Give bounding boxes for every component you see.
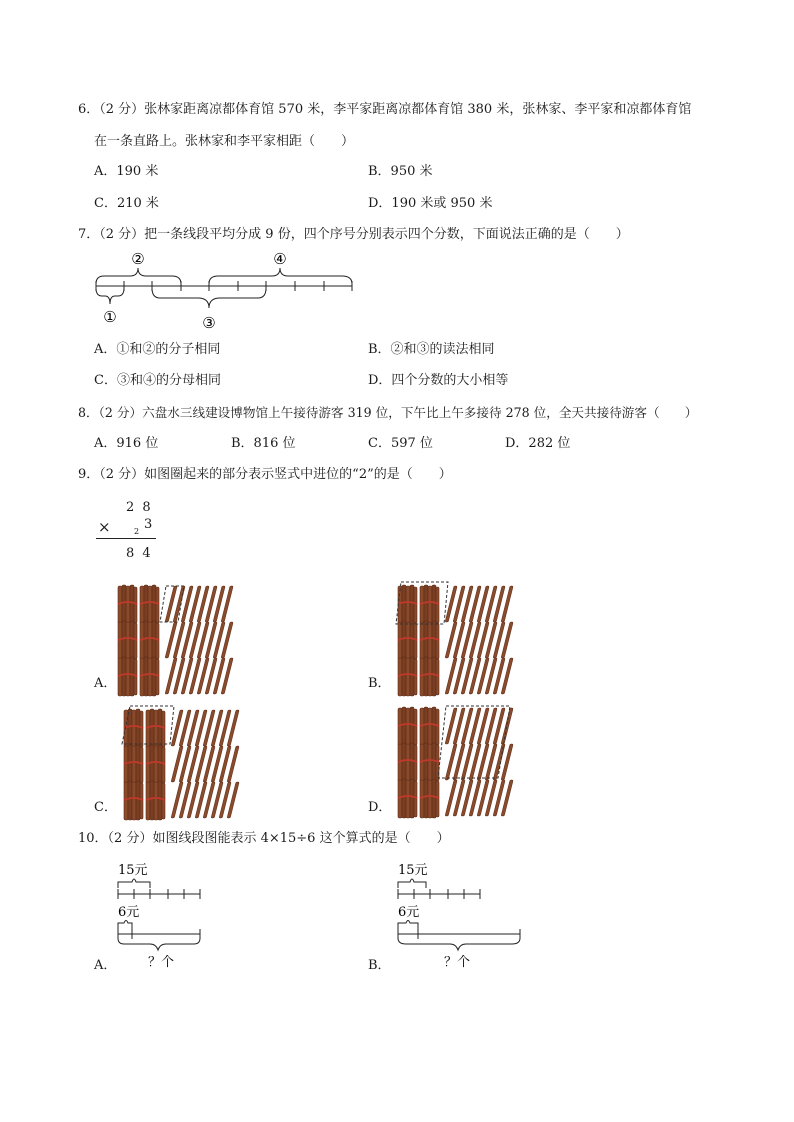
q7-option-a[interactable]: A．①和②的分子相同 xyxy=(94,342,221,357)
q9-stem: 9．（2 分）如图圈起来的部分表示竖式中进位的“2”的是（ ） xyxy=(78,467,452,482)
q9-option-c[interactable]: C． xyxy=(94,800,117,815)
q6-option-d[interactable]: D．190 米或 950 米 xyxy=(368,196,493,211)
q10-a-label-15: 15元 xyxy=(118,863,148,878)
q7-label-1: ① xyxy=(103,308,117,326)
q8-option-b[interactable]: B．816 位 xyxy=(231,436,296,451)
q10-a-question: ？个 xyxy=(148,955,175,970)
calc-multiplier: 3 xyxy=(144,517,153,532)
calc-multiplicand: 2 8 xyxy=(126,500,153,515)
q10-b-label-15: 15元 xyxy=(398,863,428,878)
q10-a-label-6: 6元 xyxy=(118,905,140,920)
q8-option-c[interactable]: C．597 位 xyxy=(368,436,433,451)
q7-stem: 7．（2 分）把一条线段平均分成 9 份，四个序号分别表示四个分数，下面说法正确的是（ ） xyxy=(78,227,629,242)
q6-option-a[interactable]: A．190 米 xyxy=(94,164,159,179)
q7-option-b[interactable]: B．②和③的读法相同 xyxy=(368,342,495,357)
q9-option-c-sticks xyxy=(124,708,244,818)
q9-option-b-sticks xyxy=(398,584,518,694)
q10-stem: 10．（2 分）如图线段图能表示 4×15÷6 这个算式的是（ ） xyxy=(78,831,450,846)
q10-option-b-diagram xyxy=(392,858,532,970)
q9-option-d[interactable]: D． xyxy=(368,800,392,815)
q8-option-d[interactable]: D．282 位 xyxy=(505,436,571,451)
q7-label-2: ② xyxy=(131,250,145,268)
q7-segment-diagram xyxy=(88,244,368,334)
calc-carry: 2 xyxy=(134,527,140,536)
calc-times-sign: × xyxy=(98,518,111,536)
q10-b-question: ？个 xyxy=(444,955,471,970)
q7-option-d[interactable]: D．四个分数的大小相等 xyxy=(368,373,509,388)
q6-option-b[interactable]: B．950 米 xyxy=(368,164,433,179)
q8-option-a[interactable]: A．916 位 xyxy=(94,436,159,451)
q7-label-4: ④ xyxy=(273,250,287,268)
q9-option-a-sticks xyxy=(118,584,238,694)
q10-b-label-6: 6元 xyxy=(398,905,420,920)
q9-option-a[interactable]: A． xyxy=(94,676,117,691)
q10-option-b[interactable]: B． xyxy=(368,958,391,973)
q6-stem-line2: 在一条直路上。张林家和李平家相距（ ） xyxy=(94,134,355,149)
q6-option-c[interactable]: C．210 米 xyxy=(94,196,159,211)
calc-result: 8 4 xyxy=(126,546,153,561)
q10-option-a[interactable]: A． xyxy=(94,958,117,973)
q6-stem-line1: 6．（2 分）张林家距离凉都体育馆 570 米，李平家距离凉都体育馆 380 米，张林家、李平家和凉都体育馆 xyxy=(78,102,692,117)
q10-option-a-diagram xyxy=(112,858,232,970)
q7-label-3: ③ xyxy=(202,314,216,332)
calc-rule-line xyxy=(96,538,156,539)
q8-stem: 8．（2 分）六盘水三线建设博物馆上午接待游客 319 位，下午比上午多接待 278 位，全天共接待游客（ ） xyxy=(78,405,698,420)
q9-vertical-calculation xyxy=(92,496,162,566)
q9-option-d-sticks xyxy=(398,706,518,816)
q9-option-b[interactable]: B． xyxy=(368,676,391,691)
q7-option-c[interactable]: C．③和④的分母相同 xyxy=(94,373,221,388)
